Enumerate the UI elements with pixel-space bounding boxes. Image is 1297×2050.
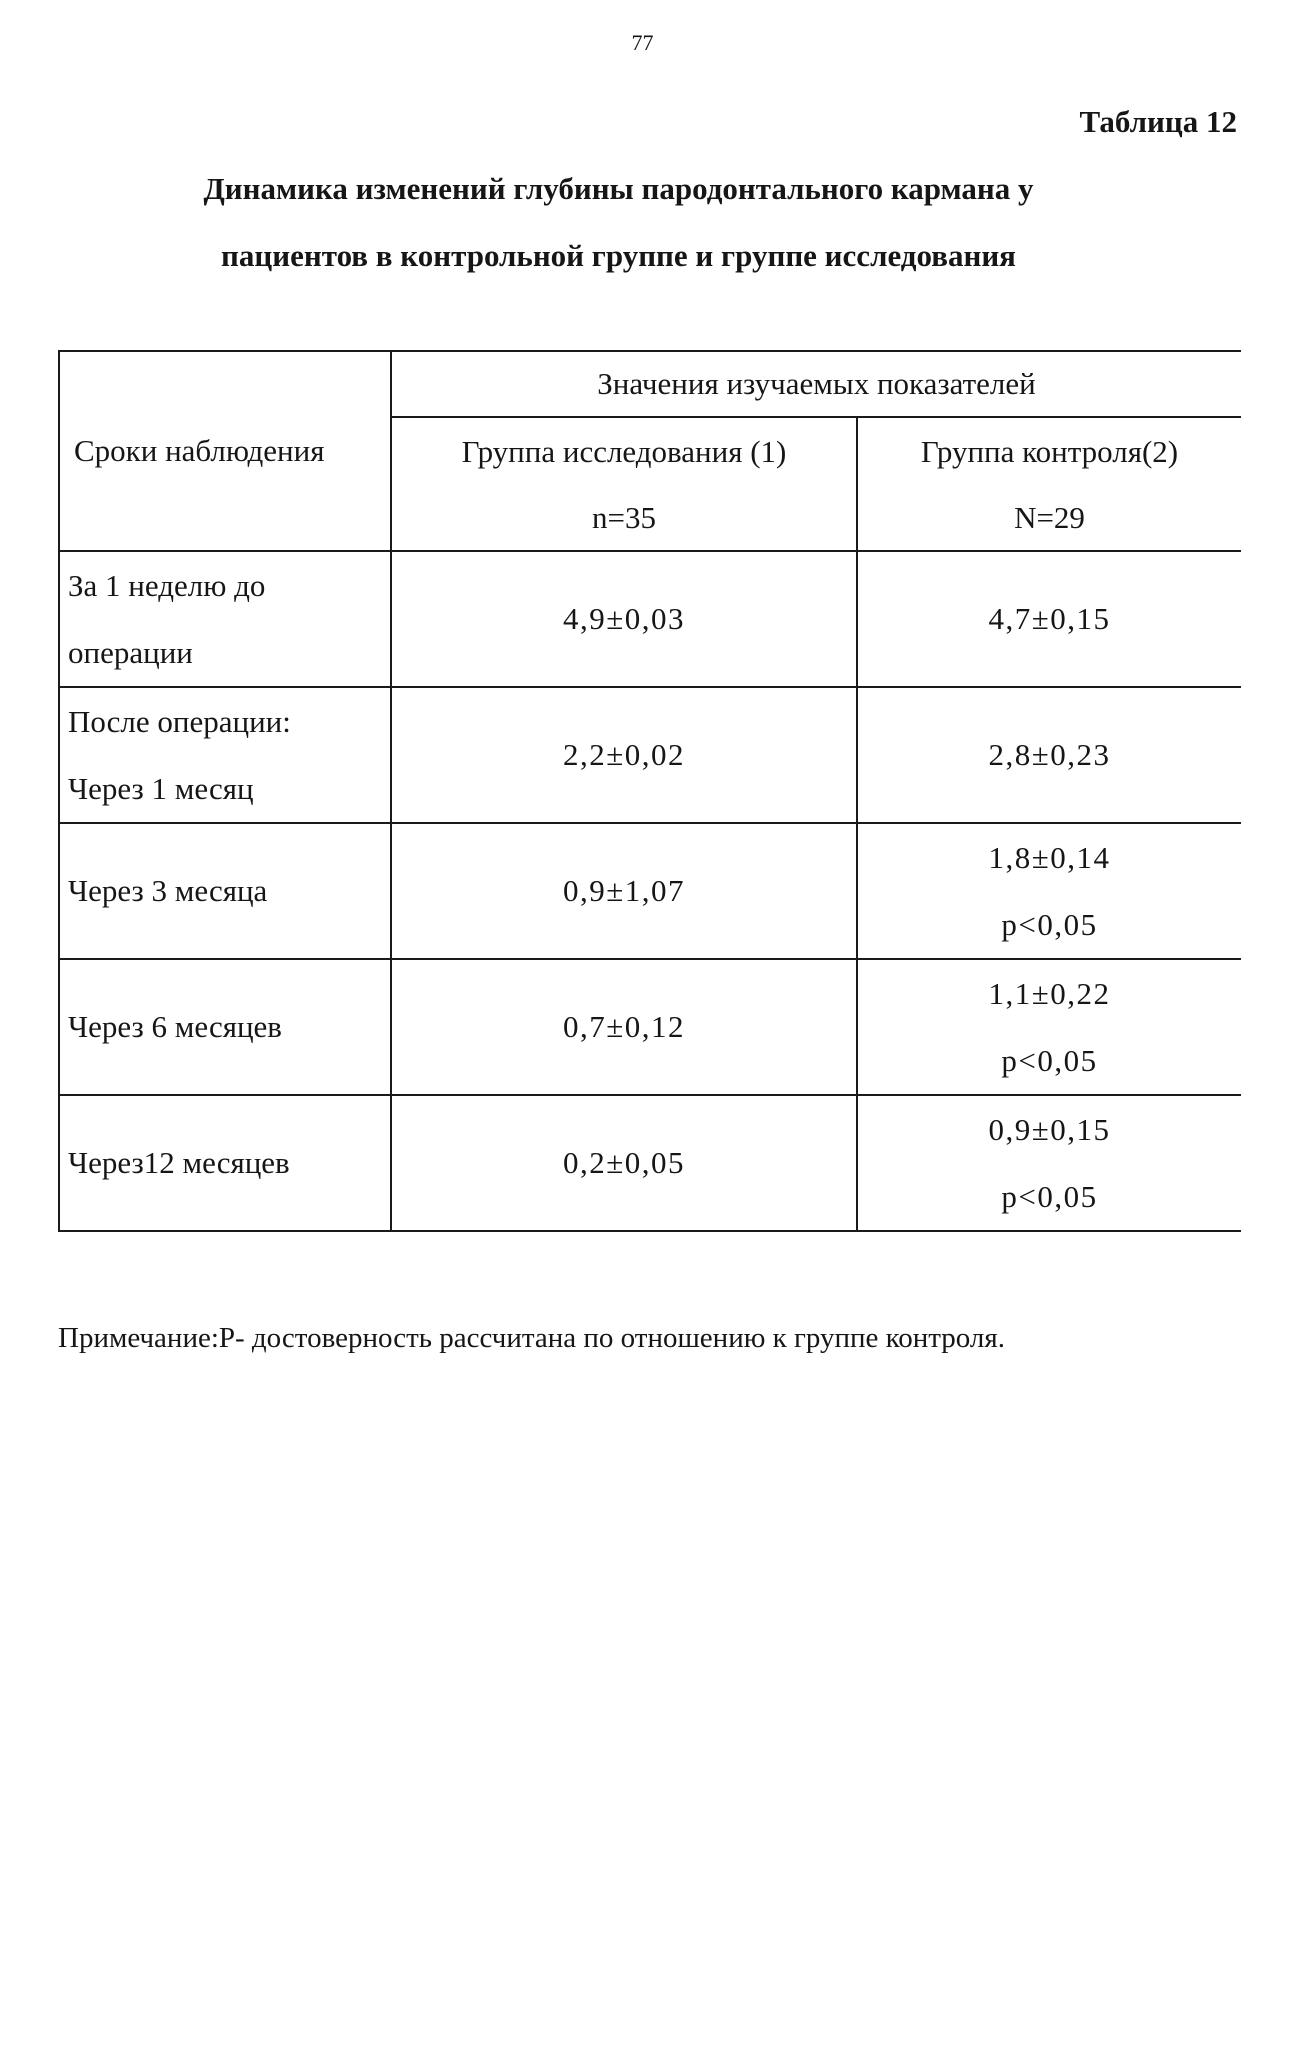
header-control-group: Группа контроля(2) bbox=[857, 417, 1241, 485]
control-value: 4,7±0,15 bbox=[857, 551, 1241, 687]
table-title-line-2: пациентов в контрольной группе и группе исследования bbox=[221, 238, 1016, 273]
control-value: 0,9±0,15 bbox=[988, 1112, 1111, 1147]
study-value: 0,9±1,07 bbox=[391, 823, 857, 959]
header-control-n: N=29 bbox=[857, 485, 1241, 551]
table-title-line-1: Динамика изменений глубины пародонтального кармана у bbox=[203, 171, 1034, 206]
header-observation-period: Сроки наблюдения bbox=[59, 351, 391, 551]
period-line-1: За 1 неделю до bbox=[68, 568, 266, 603]
header-study-group: Группа исследования (1) bbox=[391, 417, 857, 485]
table-row bbox=[59, 959, 1241, 1095]
header-values-group: Значения изучаемых показателей bbox=[391, 351, 1241, 417]
period-cell: Через 6 месяцев bbox=[59, 959, 391, 1095]
table-row bbox=[59, 823, 1241, 959]
table-label: Таблица 12 bbox=[1079, 104, 1237, 139]
control-p-value: p<0,05 bbox=[1001, 1043, 1098, 1078]
study-value: 0,7±0,12 bbox=[391, 959, 857, 1095]
period-line-2: операции bbox=[68, 635, 193, 670]
study-value: 0,2±0,05 bbox=[391, 1095, 857, 1231]
table-row bbox=[59, 1095, 1241, 1231]
control-cell bbox=[857, 1095, 1241, 1231]
period-cell bbox=[59, 551, 391, 687]
period-cell bbox=[59, 687, 391, 823]
table-note: Примечание:Р- достоверность рассчитана по отношению к группе контроля. bbox=[58, 1322, 1005, 1354]
study-value: 4,9±0,03 bbox=[391, 551, 857, 687]
period-cell: Через 3 месяца bbox=[59, 823, 391, 959]
study-value: 2,2±0,02 bbox=[391, 687, 857, 823]
control-value: 1,1±0,22 bbox=[988, 976, 1111, 1011]
control-value: 2,8±0,23 bbox=[857, 687, 1241, 823]
control-value: 1,8±0,14 bbox=[988, 840, 1111, 875]
period-line-2: Через 1 месяц bbox=[68, 771, 254, 806]
control-p-value: p<0,05 bbox=[1001, 1179, 1098, 1214]
table-row bbox=[59, 687, 1241, 823]
results-table bbox=[58, 350, 1241, 1232]
control-cell bbox=[857, 959, 1241, 1095]
control-p-value: p<0,05 bbox=[1001, 907, 1098, 942]
header-study-n: n=35 bbox=[391, 485, 857, 551]
period-cell: Через12 месяцев bbox=[59, 1095, 391, 1231]
control-cell bbox=[857, 823, 1241, 959]
page-number: 77 bbox=[631, 30, 654, 55]
table-row bbox=[59, 551, 1241, 687]
period-line-1: После операции: bbox=[68, 704, 291, 739]
